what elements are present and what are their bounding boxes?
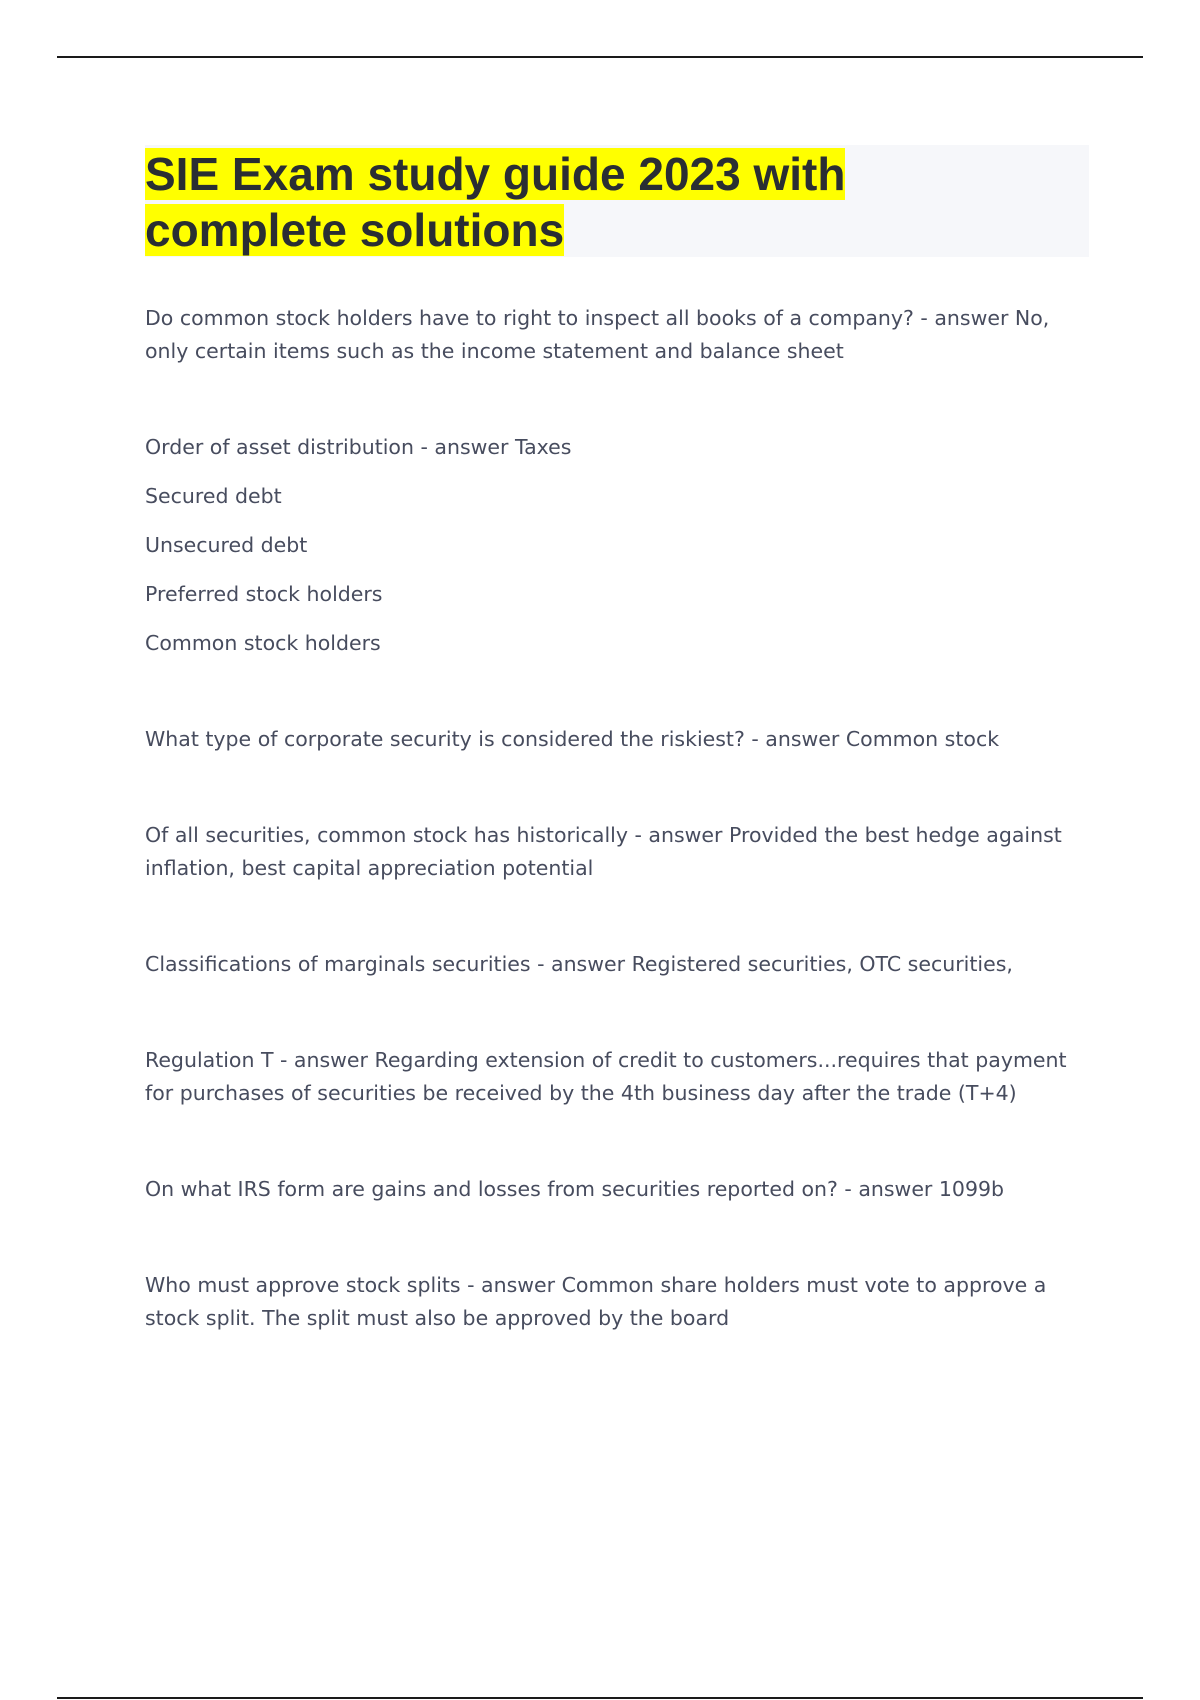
qa-entry: Do common stock holders have to right to inspect all books of a company? - answer No, only certain items such as the income statement and balance sheet	[145, 306, 1050, 363]
document-title	[145, 146, 905, 258]
qa-entry: Of all securities, common stock has historically - answer Provided the best hedge against inflation, best capital appreciation potential	[145, 823, 1062, 880]
qa-entry: Who must approve stock splits - answer Common share holders must vote to approve a stock split. The split must also be approved by the board	[145, 1273, 1047, 1330]
qa-entry: What type of corporate security is considered the riskiest? - answer Common stock	[145, 727, 1000, 751]
distribution-list-item: Secured debt	[145, 484, 282, 508]
qa-entry: Classifications of marginals securities - answer Registered securities, OTC securities,	[145, 952, 1013, 976]
distribution-list-item: Preferred stock holders	[145, 582, 383, 606]
qa-entry: Order of asset distribution - answer Taxes	[145, 435, 572, 459]
distribution-list-item: Unsecured debt	[145, 533, 308, 557]
distribution-list-item: Common stock holders	[145, 631, 381, 655]
top-rule	[57, 56, 1143, 58]
bottom-rule	[57, 1697, 1143, 1699]
document-body	[145, 302, 1090, 1335]
qa-entry: On what IRS form are gains and losses from securities reported on? - answer 1099b	[145, 1177, 1005, 1201]
document-title-text: SIE Exam study guide 2023 with complete solutions	[145, 148, 846, 256]
qa-entry: Regulation T - answer Regarding extension of credit to customers...requires that payment for purchases of securities be received by the 4th business day after the trade (T+4)	[145, 1048, 1067, 1105]
